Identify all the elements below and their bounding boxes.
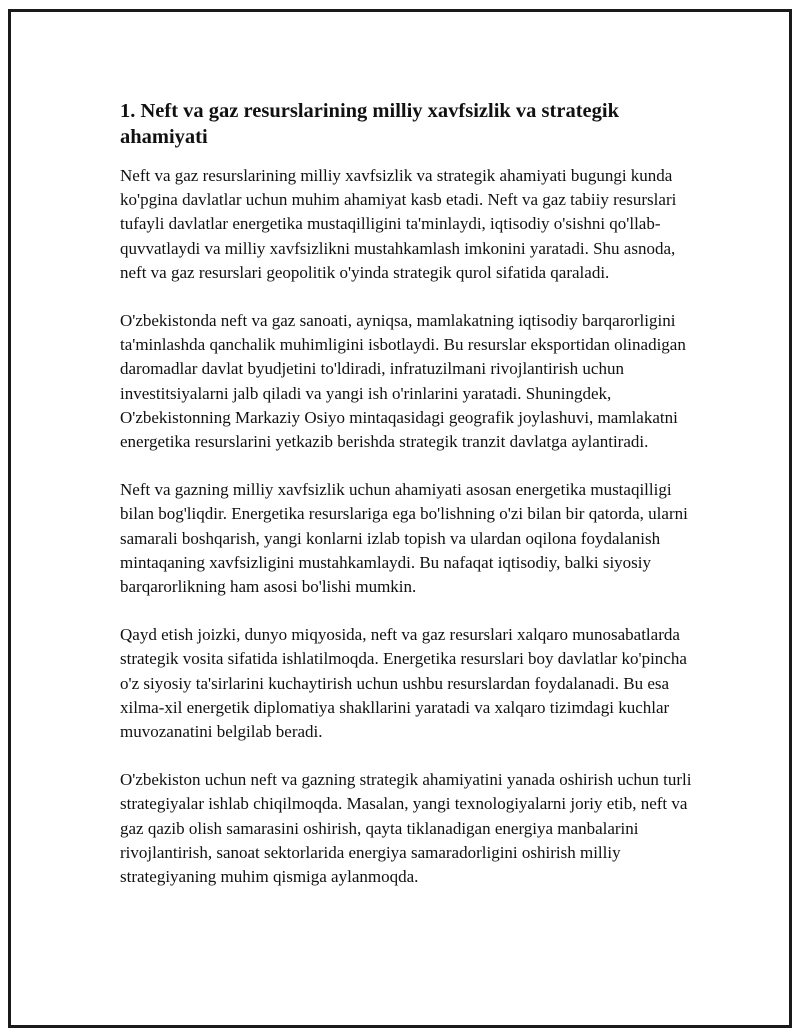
- paragraph-4: Qayd etish joizki, dunyo miqyosida, neft va gaz resurslari xalqaro munosabatlarda strategik vosita sifatida ishlatilmoqda. Energetika resurslari boy davlatlar ko'pincha o'z siyosiy ta'sirlarini kuchaytirish uchun ushbu resurslardan foydalanadi. Bu esa xilma-xil energetik diplomatiya shakllarini yaratadi va xalqaro tizimdagi kuchlar muvozanatini belgilab beradi.: [120, 625, 687, 742]
- paragraph-2: O'zbekistonda neft va gaz sanoati, ayniqsa, mamlakatning iqtisodiy barqarorligini ta'minlashda qanchalik muhimligini isbotlaydi. Bu resurslar eksportidan olinadigan daromadlar davlat byudjetini to'ldiradi, infratuzilmani rivojlantirish uchun investitsiyalarni jalb qiladi va yangi ish o'rinlarini yaratadi. Shuningdek, O'zbekistonning Markaziy Osiyo mintaqasidagi geografik joylashuvi, mamlakatni energetika resurslarini yetkazib berishda strategik tranzit davlatga aylantiradi.: [120, 311, 686, 452]
- paragraph-5: O'zbekiston uchun neft va gazning strategik ahamiyatini yanada oshirish uchun turli strategiyalar ishlab chiqilmoqda. Masalan, yangi texnologiyalarni joriy etib, neft va gaz qazib olish samarasini oshirish, qayta tiklanadigan energiya manbalarini rivojlantirish, sanoat sektorlarida energiya samaradorligini oshirish milliy strategiyaning muhim qismiga aylanmoqda.: [120, 770, 692, 887]
- document-page: [8, 9, 792, 1028]
- document-body: [120, 98, 705, 913]
- paragraph-1: Neft va gaz resurslarining milliy xavfsizlik va strategik ahamiyati bugungi kunda ko'pgina davlatlar uchun muhim ahamiyat kasb etadi. Neft va gaz tabiiy resurslari tufayli davlatlar energetika mustaqilligini ta'minlaydi, iqtisodiy o'sishni qo'llab-quvvatlaydi va milliy xavfsizlikni mustahkamlash imkonini yaratadi. Shu asnoda, neft va gaz resurslari geopolitik o'yinda strategik qurol sifatida qaraladi.: [120, 166, 677, 282]
- section-heading: 1. Neft va gaz resurslarining milliy xavfsizlik va strategik ahamiyati: [120, 100, 619, 148]
- paragraph-3: Neft va gazning milliy xavfsizlik uchun ahamiyati asosan energetika mustaqilligi bilan bog'liqdir. Energetika resurslariga ega bo'lishning o'zi bilan bir qatorda, ularni samarali boshqarish, yangi konlarni izlab topish va ulardan oqilona foydalanish mintaqaning xavfsizligini mustahkamlaydi. Bu nafaqat iqtisodiy, balki siyosiy barqarorlikning ham asosi bo'lishi mumkin.: [120, 480, 688, 597]
